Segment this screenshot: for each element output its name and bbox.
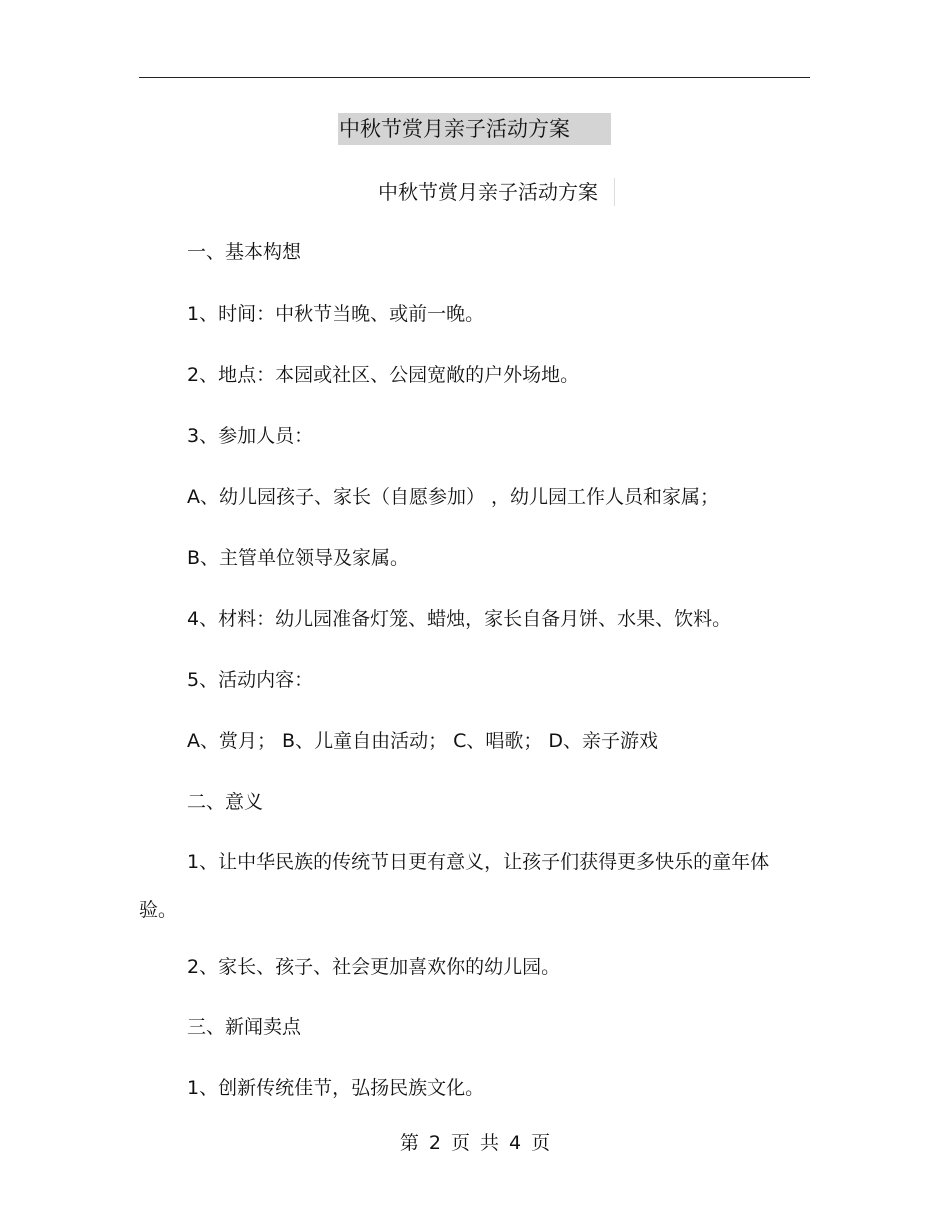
footer-page-number: 2: [428, 1132, 441, 1154]
header-title: 中秋节赏月亲子活动方案: [338, 113, 611, 145]
paragraph-meaning-2: 2、家长、孩子、社会更加喜欢你的幼儿园。: [187, 956, 561, 978]
paragraph-participants: 3、参加人员：: [187, 425, 314, 447]
header-rule: [139, 77, 810, 78]
section-heading-meaning: 二、意义: [187, 791, 264, 813]
section-heading-news: 三、新闻卖点: [187, 1016, 302, 1038]
paragraph-meaning-1: 1、让中华民族的传统节日更有意义，让孩子们获得更多快乐的童年体验。: [139, 851, 770, 921]
paragraph-participants-a: A、幼儿园孩子、家长（自愿参加） ，幼儿园工作人员和家属；: [187, 486, 720, 508]
paragraph-location: 2、地点：本园或社区、公园宽敞的户外场地。: [187, 364, 580, 386]
footer-prefix: 第: [399, 1132, 419, 1154]
paragraph-participants-b: B、主管单位领导及家属。: [187, 547, 410, 569]
paragraph-time: 1、时间：中秋节当晚、或前一晚。: [187, 303, 485, 325]
paragraph-activities: 5、活动内容：: [187, 669, 314, 691]
section-heading-basic-concept: 一、基本构想: [187, 241, 302, 263]
footer-suffix: 页: [531, 1132, 551, 1154]
paragraph-news-1: 1、创新传统佳节，弘扬民族文化。: [187, 1077, 485, 1099]
footer-total-label: 共: [480, 1132, 500, 1154]
document-title: 中秋节赏月亲子活动方案: [378, 178, 615, 206]
paragraph-activities-list: A、赏月； B、儿童自由活动； C、唱歌； D、亲子游戏: [187, 730, 659, 752]
paragraph-materials: 4、材料：幼儿园准备灯笼、蜡烛，家长自备月饼、水果、饮料。: [187, 608, 732, 630]
footer-total-pages: 4: [509, 1132, 522, 1154]
footer-page-label: 页: [450, 1132, 470, 1154]
page-footer: [0, 1131, 950, 1155]
